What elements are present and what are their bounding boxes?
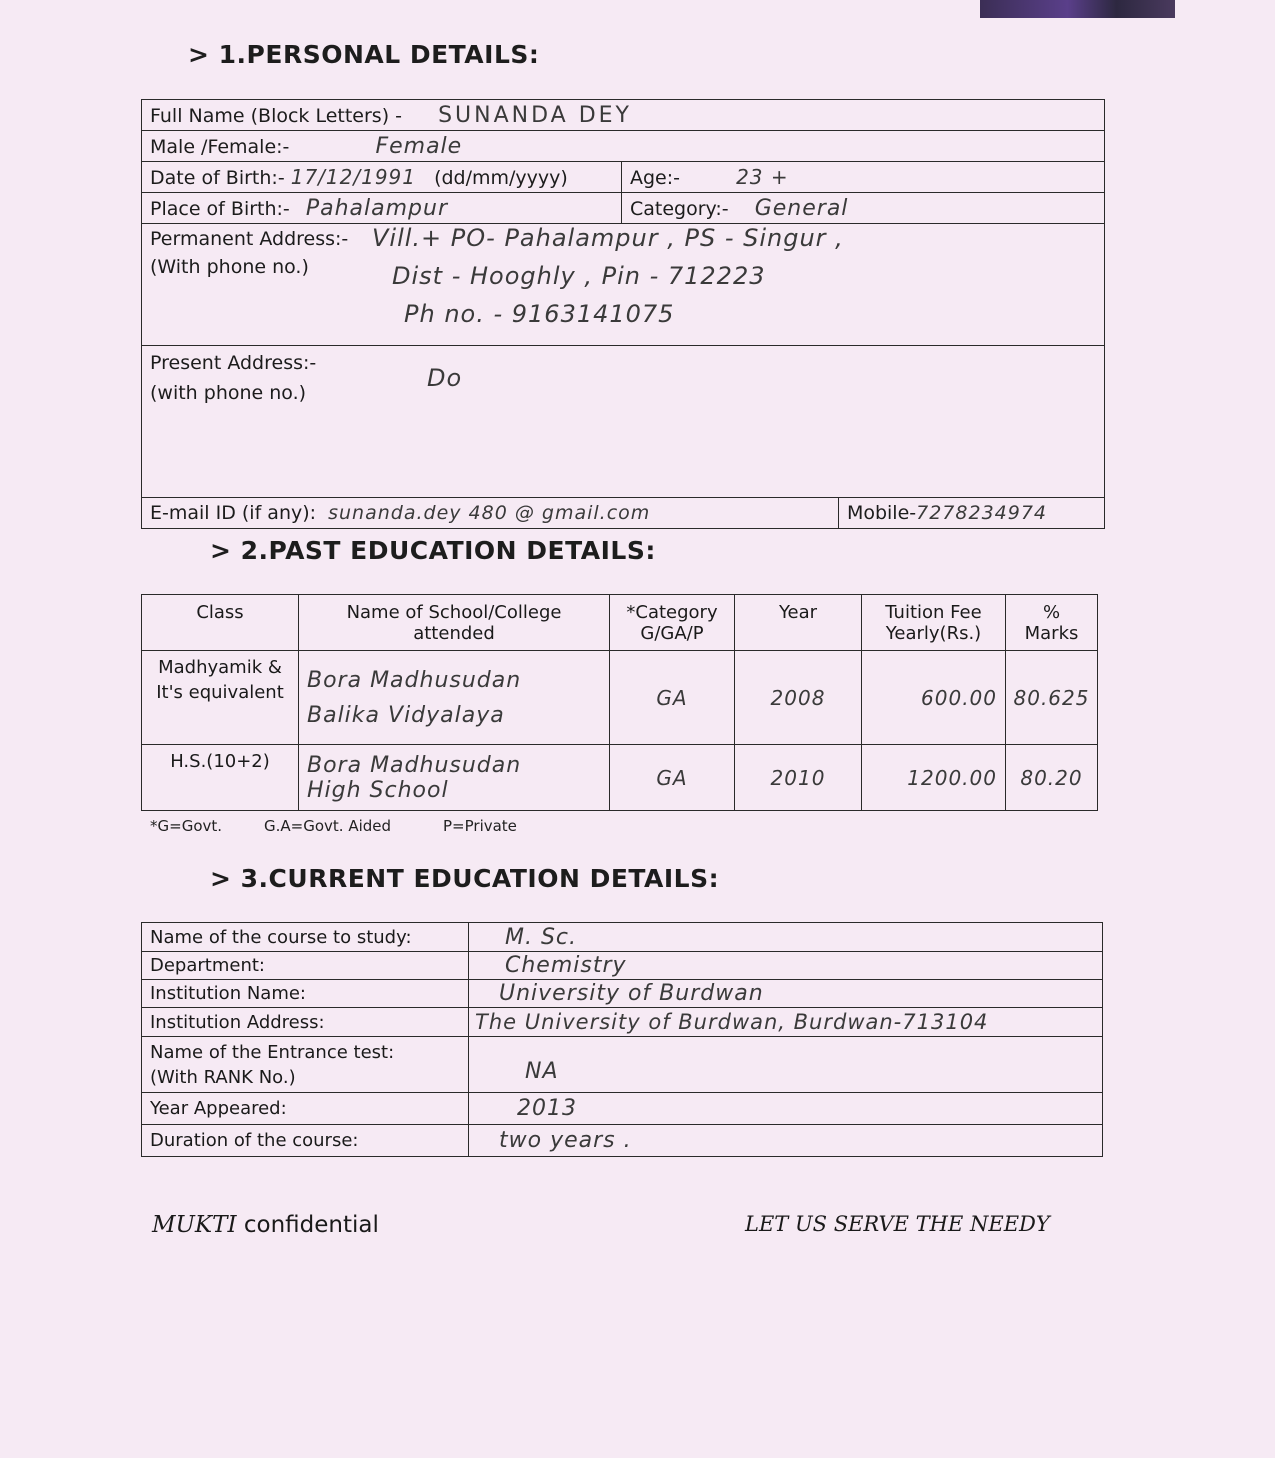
perm-address-label: Permanent Address:- [150,228,349,250]
table-row [142,923,1103,952]
table-row [142,745,1098,811]
present-address-value: Do [427,364,463,392]
header-school-line2: attended [413,622,495,644]
entrance-test-label-cell [142,1037,469,1093]
header-category [610,595,735,651]
institution-address-value: The University of Burdwan, Burdwan-713104 [469,1008,1103,1037]
header-year-label: Year [778,601,818,623]
course-value: M. Sc. [469,923,1103,952]
row2-fee: 1200.00 [862,745,1006,811]
age-cell [622,162,1105,193]
dob-format: (dd/mm/yyyy) [434,167,568,189]
photo-edge [980,0,1175,18]
header-category-line1: *Category [626,601,718,623]
row1-marks: 80.625 [1006,651,1098,745]
header-category-line2: G/GA/P [640,622,704,644]
age-value: 23 + [736,165,789,189]
legend-govt: *G=Govt. [150,817,223,835]
past-education-heading: > 2.PAST EDUCATION DETAILS: [210,536,656,565]
header-school-line1: Name of School/College [346,601,562,623]
row2-school [299,745,610,811]
department-label: Department: [142,952,469,980]
row1-school-line2: Balika Vidyalaya [307,702,505,728]
personal-details-table [141,99,1105,529]
footer-motto: LET US SERVE THE NEEDY [745,1212,1050,1236]
dob-cell [142,162,622,193]
header-class [142,595,299,651]
present-address-cell [142,346,1105,498]
pob-value: Pahalampur [305,195,448,221]
row1-class-line2: It's equivalent [156,682,284,703]
present-address-label: Present Address:- [150,352,317,374]
perm-address-line3: Ph no. - 9163141075 [404,300,675,328]
table-row [142,1037,1103,1093]
header-fee-line2: Yearly(Rs.) [885,622,982,644]
perm-address-line1: Vill.+ PO- Pahalampur , PS - Singur , [372,224,844,252]
table-row [142,651,1098,745]
row1-fee: 600.00 [862,651,1006,745]
gender-value: Female [375,133,463,159]
duration-value: two years . [469,1125,1103,1157]
duration-label: Duration of the course: [142,1125,469,1157]
gender-label: Male /Female:- [150,135,290,158]
dob-value: 17/12/1991 [290,165,417,189]
pob-cell [142,193,622,224]
header-marks-line2: Marks [1024,622,1079,644]
header-marks [1006,595,1098,651]
past-education-table [141,594,1098,811]
mobile-value: 7278234974 [916,502,1048,524]
mobile-label: Mobile- [846,502,917,524]
header-marks-line1: % [1042,601,1061,623]
permanent-address-cell [142,224,1105,346]
footer-brand: MUKTI [152,1212,237,1238]
table-row [142,1093,1103,1125]
entrance-test-label: Name of the Entrance test: [150,1041,395,1063]
row2-category: GA [610,745,735,811]
table-row [142,952,1103,980]
full-name-row [142,100,1105,131]
legend-govt-aided: G.A=Govt. Aided [264,817,392,835]
header-class-label: Class [196,601,244,623]
full-name-value: SUNANDA DEY [438,102,632,128]
row1-year: 2008 [735,651,862,745]
row2-class-line1: H.S.(10+2) [170,751,270,772]
gender-row [142,131,1105,162]
footer-confidential [152,1212,379,1238]
header-year [735,595,862,651]
footer-confidential-text: confidential [236,1212,379,1238]
dob-label: Date of Birth:- [150,167,285,189]
email-label: E-mail ID (if any): [150,502,317,524]
row1-class-line1: Madhyamik & [158,657,282,678]
present-address-sub: (with phone no.) [150,382,307,404]
personal-details-heading: > 1.PERSONAL DETAILS: [188,40,540,69]
category-value: General [754,195,849,221]
age-label: Age:- [630,167,681,189]
perm-address-line2: Dist - Hooghly , Pin - 712223 [392,262,766,290]
institution-name-value: University of Burdwan [469,980,1103,1008]
department-value: Chemistry [469,952,1103,980]
course-label: Name of the course to study: [142,923,469,952]
institution-name-label: Institution Name: [142,980,469,1008]
perm-address-sub: (With phone no.) [150,256,309,278]
current-education-table [141,922,1103,1157]
institution-address-label: Institution Address: [142,1008,469,1037]
row1-school-line1: Bora Madhusudan [307,667,522,693]
category-cell [622,193,1105,224]
row2-marks: 80.20 [1006,745,1098,811]
year-appeared-value: 2013 [469,1093,1103,1125]
full-name-label: Full Name (Block Letters) - [150,104,403,127]
row1-school [299,651,610,745]
current-education-heading: > 3.CURRENT EDUCATION DETAILS: [210,864,720,893]
email-value: sunanda.dey 480 @ gmail.com [328,502,651,524]
table-row [142,1008,1103,1037]
entrance-test-value: NA [469,1037,1103,1093]
table-row [142,980,1103,1008]
entrance-test-sublabel: (With RANK No.) [150,1066,296,1088]
header-school [299,595,610,651]
row1-class [142,651,299,745]
header-fee [862,595,1006,651]
mobile-cell [838,498,1104,529]
row2-school-line2: High School [307,777,449,803]
row2-school-line1: Bora Madhusudan [307,752,522,778]
table-row [142,1125,1103,1157]
legend-private: P=Private [443,817,517,835]
row2-class [142,745,299,811]
row1-category: GA [610,651,735,745]
row2-year: 2010 [735,745,862,811]
email-cell [142,498,839,529]
pob-label: Place of Birth:- [150,197,290,220]
header-fee-line1: Tuition Fee [885,601,982,623]
year-appeared-label: Year Appeared: [142,1093,469,1125]
category-label: Category:- [630,197,729,220]
